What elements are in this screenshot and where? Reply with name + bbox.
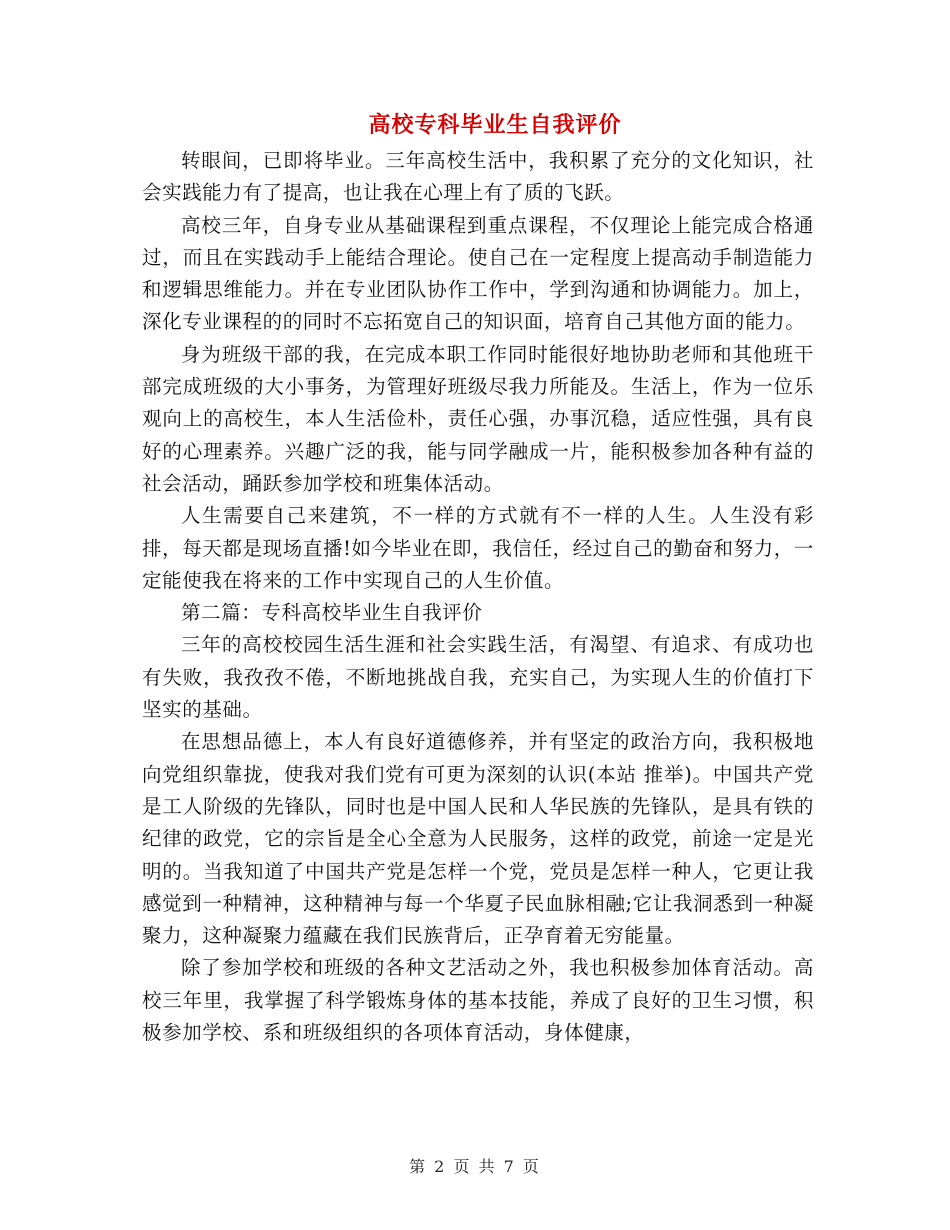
paragraph-2: 高校三年，自身专业从基础课程到重点课程，不仅理论上能完成合格通过，而且在实践动手上能结合理论。使自己在一定程度上提高动手制造能力和逻辑思维能力。并在专业团队协作工作中，学到沟通和协调能力。加上，深化专业课程的的同时不忘拓宽自己的知识面，培育自己其他方面的能力。 [142,213,814,334]
document-title: 高校专科毕业生自我评价 [368,112,622,138]
paragraph-5: 三年的高校校园生活生涯和社会实践生活，有渴望、有追求、有成功也有失败，我孜孜不倦，不断地挑战自我，充实自己，为实现人生的价值打下坚实的基础。 [142,633,814,722]
paragraph-1: 转眼间，已即将毕业。三年高校生活中，我积累了充分的文化知识，社会实践能力有了提高，也让我在心理上有了质的飞跃。 [142,149,814,205]
document-body [142,145,814,1049]
page-number-footer: 第 2 页 共 7 页 [409,1157,541,1176]
paragraph-3: 身为班级干部的我，在完成本职工作同时能很好地协助老师和其他班干部完成班级的大小事务，为管理好班级尽我力所能及。生活上，作为一位乐观向上的高校生，本人生活俭朴，责任心强，办事沉稳，适应性强，具有良好的心理素养。兴趣广泛的我，能与同学融成一片，能积极参加各种有益的社会活动，踊跃参加学校和班集体活动。 [142,342,814,495]
paragraph-4: 人生需要自己来建筑，不一样的方式就有不一样的人生。人生没有彩排，每天都是现场直播!如今毕业在即，我信任，经过自己的勤奋和努力，一定能使我在将来的工作中实现自己的人生价值。 [142,504,814,592]
paragraph-7: 除了参加学校和班级的各种文艺活动之外，我也积极参加体育活动。高校三年里，我掌握了科学锻炼身体的基本技能，养成了良好的卫生习惯，积极参加学校、系和班级组织的各项体育活动，身体健康， [142,956,814,1045]
section-heading: 第二篇：专科高校毕业生自我评价 [181,601,483,625]
paragraph-6: 在思想品德上，本人有良好道德修养，并有坚定的政治方向，我积极地向党组织靠拢，使我对我们党有可更为深刻的认识(本站 推举)。中国共产党是工人阶级的先锋队，同时也是中国人民和人华民族的先锋队，是具有铁的纪律的政党，它的宗旨是全心全意为人民服务，这样的政党，前途一定是光明的。当我知道了中国共产党是怎样一个党，党员是怎样一种人，它更让我感觉到一种精神，这种精神与每一个华夏子民血脉相融;它让我洞悉到一种凝聚力，这种凝聚力蕴藏在我们民族背后，正孕育着无穷能量。 [142,730,814,948]
